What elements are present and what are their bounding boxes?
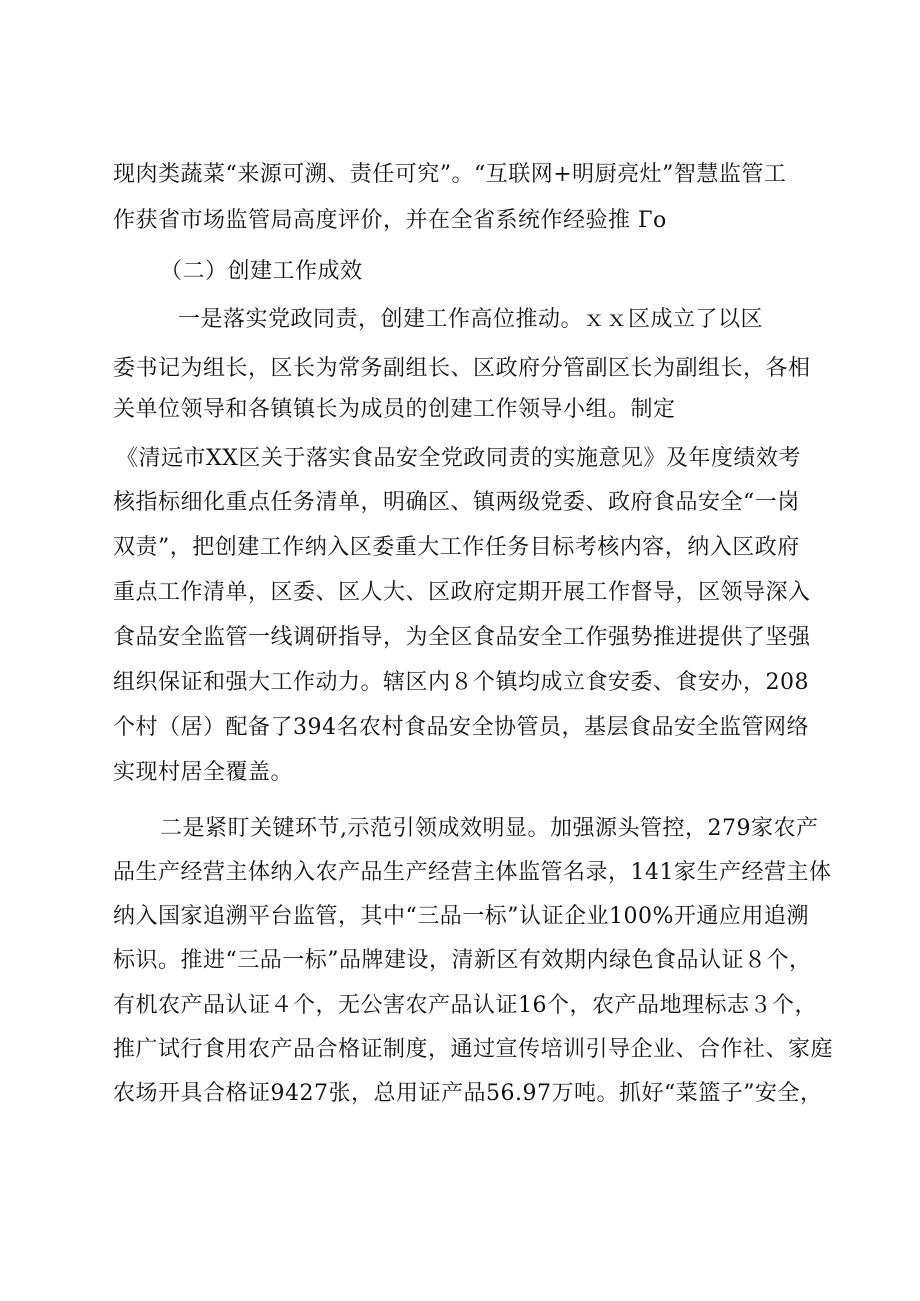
text-line: 个村（居）配备了394名农村食品安全协管员，基层食品安全监管网络: [113, 715, 809, 740]
text-line: 标识。推进“三品一标”品牌建设，清新区有效期内绿色食品认证８个，: [113, 948, 812, 973]
text-line: 品生产经营主体纳入农产品生产经营主体监管名录，141家生产经营主体: [113, 860, 832, 885]
text-line: 现肉类蔬菜“来源可溯、责任可究”。“互联网+明厨亮灶”智慧监管工: [113, 162, 787, 187]
text-line: 有机农产品认证４个，无公害农产品认证16个，农产品地理标志３个，: [113, 993, 817, 1018]
text-line: 《清远市XX区关于落实食品安全党政同责的实施意见》及年度绩效考: [116, 446, 801, 471]
text-line: 一是落实党政同责，创建工作高位推动。ｘｘ区成立了以区: [178, 307, 764, 332]
text-line: 推广试行食用农产品合格证制度，通过宣传培训引导企业、合作社、家庭: [113, 1037, 834, 1062]
text-line: 作获省市场监管局高度评价，并在全省系统作经验推 Гo: [113, 208, 667, 233]
text-line: 纳入国家追溯平台监管，其中“三品一标”认证企业100%开通应用追溯: [113, 904, 809, 929]
text-line: 关单位领导和各镇镇长为成员的创建工作领导小组。制定: [113, 397, 676, 422]
section-heading: （二）创建工作成效: [160, 259, 363, 284]
text-line: 核指标细化重点任务清单，明确区、镇两级党委、政府食品安全“一岗: [113, 490, 800, 515]
text-line: 农场开具合格证9427张，总用证产品56.97万吨。抓好“菜篮子”安全，: [113, 1081, 823, 1106]
text-line: 重点工作清单，区委、区人大、区政府定期开展工作督导，区领导深入: [113, 580, 811, 605]
text-line: 组织保证和强大工作动力。辖区内８个镇均成立食安委、食安办，208: [113, 670, 809, 695]
text-line: 二是紧盯关键环节,示范引领成效明显。加强源头管控，279家农产: [160, 816, 819, 841]
text-line: 食品安全监管一线调研指导，为全区食品安全工作强势推进提供了坚强: [113, 625, 811, 650]
text-line: 实现村居全覆盖。: [113, 760, 294, 785]
text-line: 双责”，把创建工作纳入区委重大工作任务目标考核内容，纳入区政府: [113, 535, 800, 560]
text-line: 委书记为组长，区长为常务副组长、区政府分管副区长为副组长，各相: [113, 356, 811, 381]
